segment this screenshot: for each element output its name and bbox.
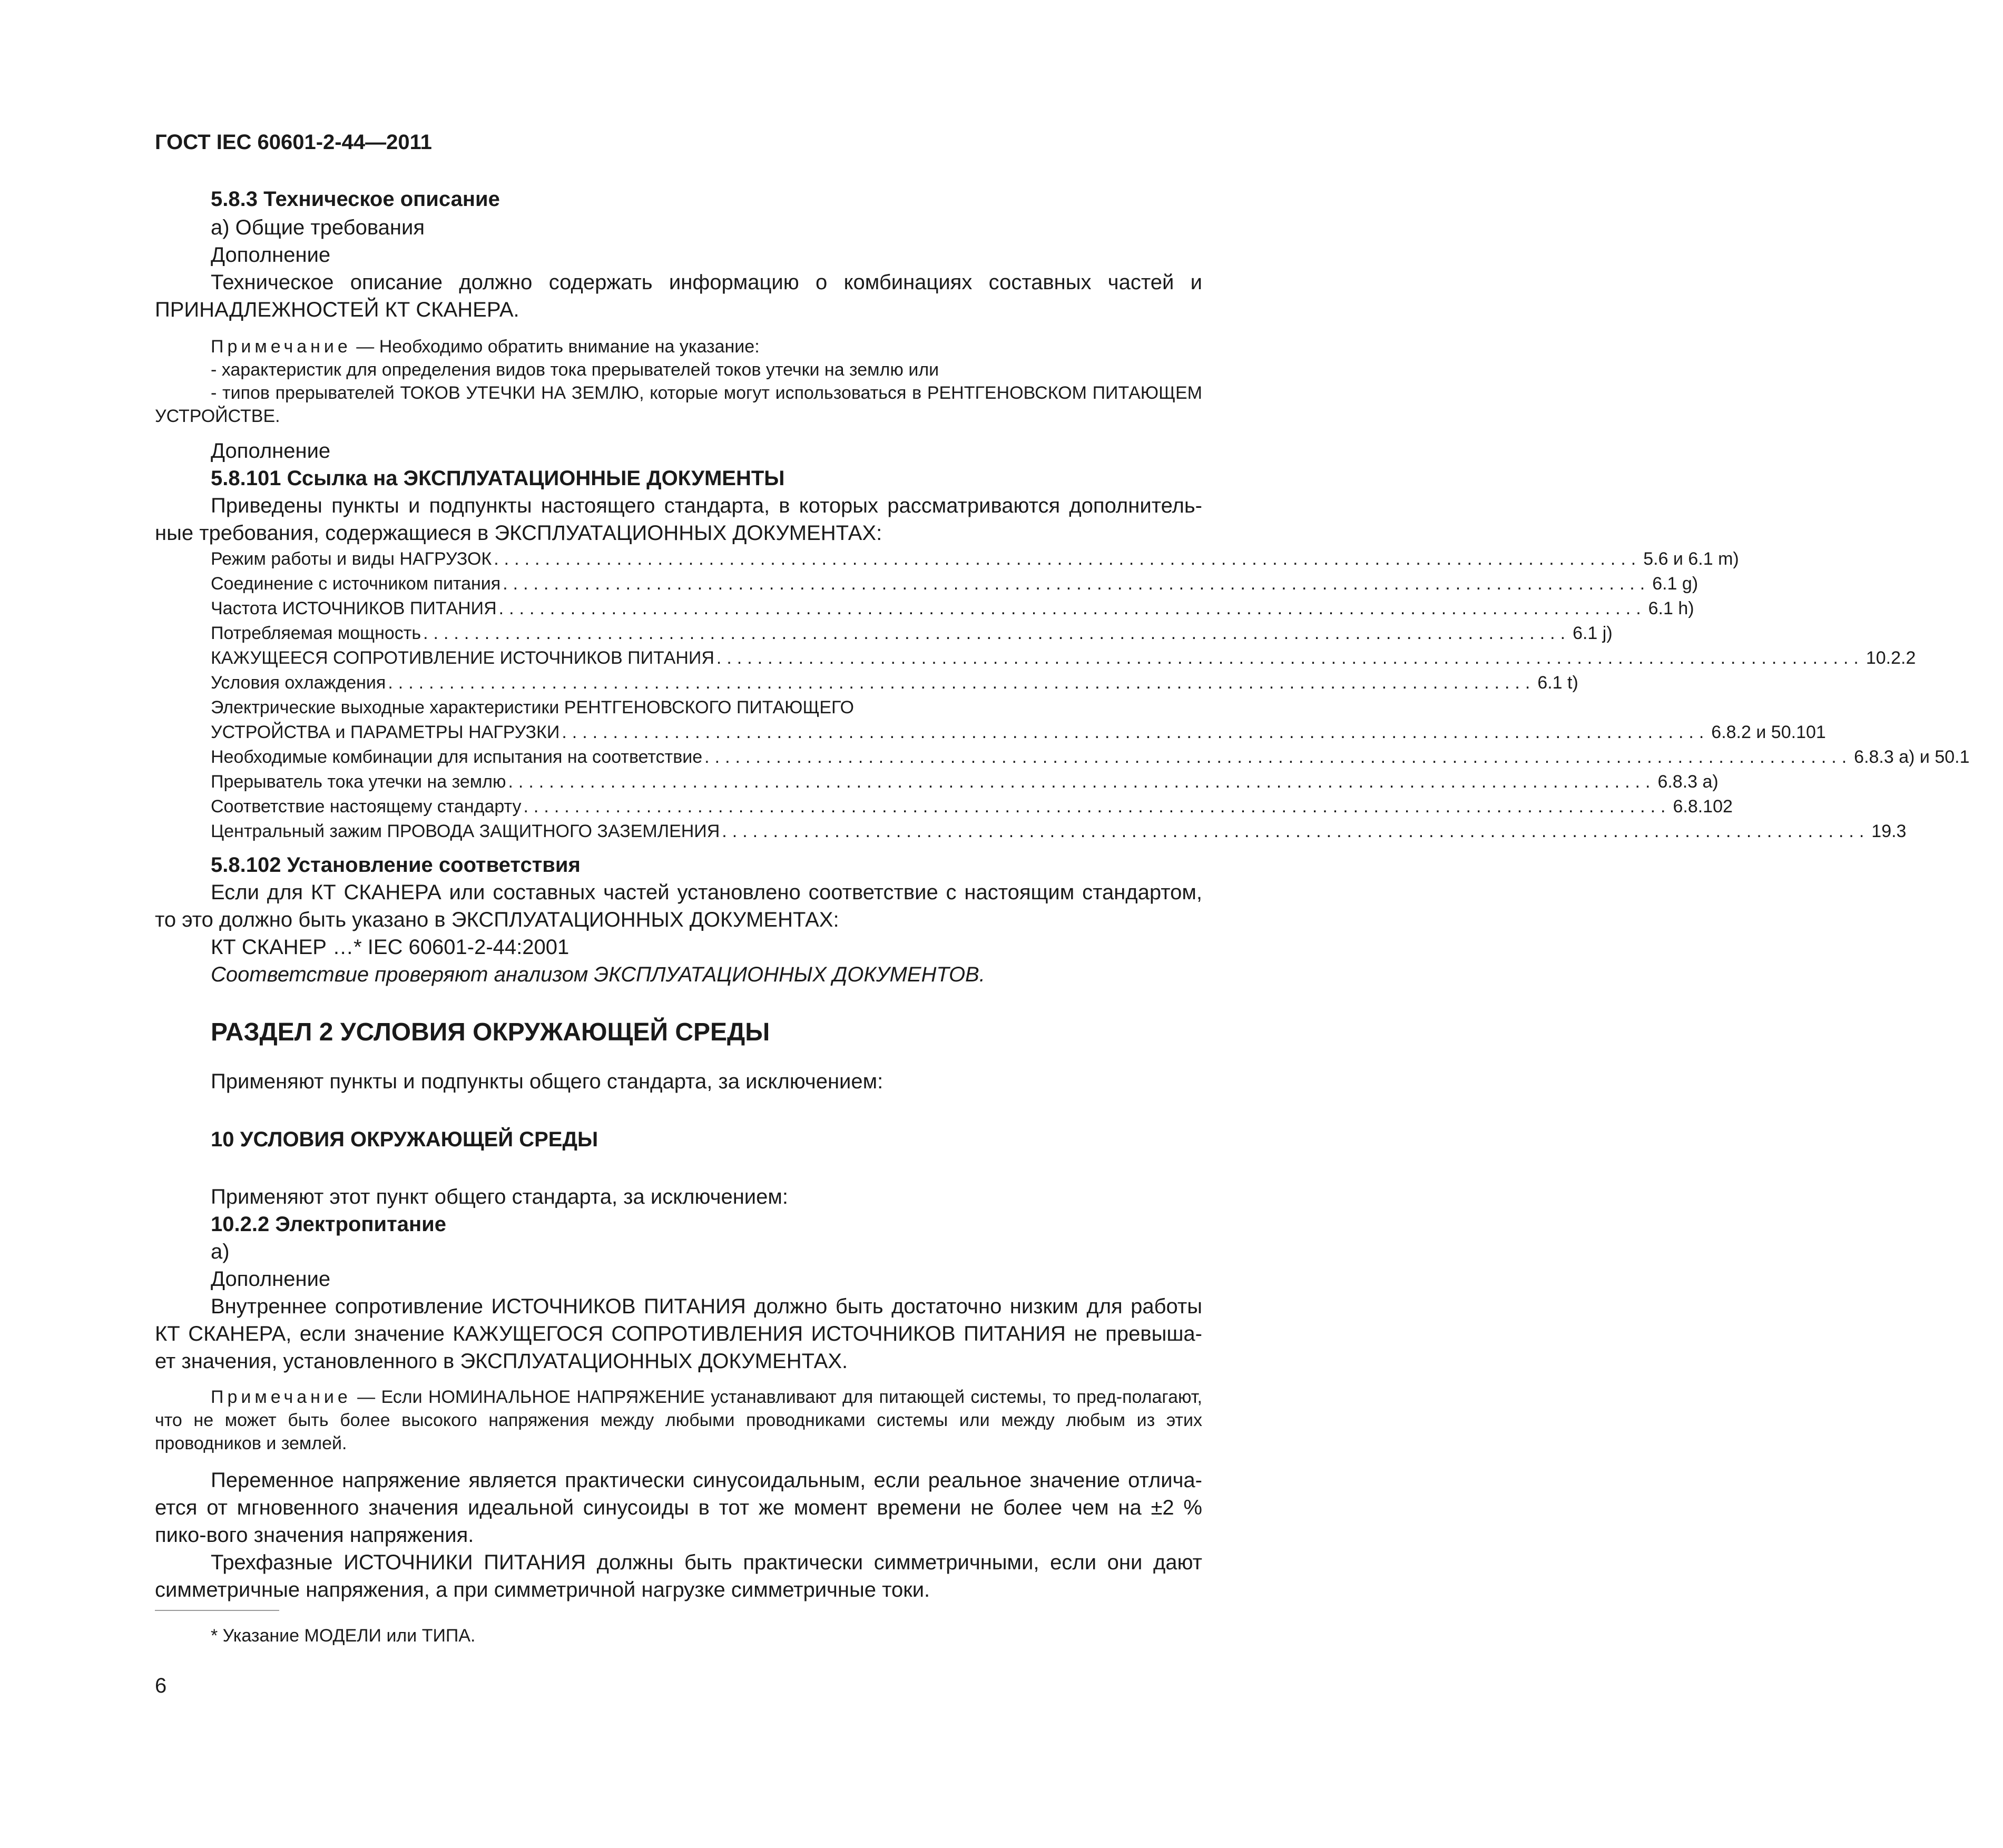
addition-label: Дополнение <box>211 439 331 463</box>
addition-label: Дополнение <box>211 1267 331 1291</box>
reference-clause: 6.1 h) <box>1648 598 1694 618</box>
reference-row <box>211 621 1613 646</box>
note-label: Примечание <box>211 1387 351 1407</box>
section-heading-5-8-101: 5.8.101 Ссылка на ЭКСПЛУАТАЦИОННЫЕ ДОКУМЕНТЫ <box>211 467 785 490</box>
page-body <box>155 185 1970 1604</box>
note-item: - типов прерывателей ТОКОВ УТЕЧКИ НА ЗЕМЛЮ, которые могут использоваться в РЕНТГЕНОВСКОМ ПИТАЮЩЕМ УСТРОЙСТВЕ. <box>155 383 1202 426</box>
leader-dots: ................................................................................................................ <box>423 623 1571 643</box>
reference-label: Центральный зажим ПРОВОДА ЗАЩИТНОГО ЗАЗЕМЛЕНИЯ <box>211 821 720 841</box>
reference-clause: 6.8.3 а) и 50.1 <box>1854 747 1970 767</box>
reference-clause: 6.8.2 и 50.101 <box>1711 722 1826 742</box>
section-heading-5-8-102: 5.8.102 Установление соответствия <box>211 853 581 877</box>
leader-dots: ................................................................................................................ <box>498 598 1646 618</box>
reference-list <box>155 547 1970 844</box>
paragraph-technical-description: Техническое описание должно содержать информацию о комбинациях составных частей и ПРИНАДЛЕЖНОСТЕЙ КТ СКАНЕРА. <box>155 271 1202 321</box>
item-a-general: а) Общие требования <box>211 216 425 239</box>
marking-example: КТ СКАНЕР …* IEC 60601-2-44:2001 <box>211 936 570 959</box>
leader-dots: ................................................................................................................ <box>508 772 1656 792</box>
reference-row <box>211 720 1826 745</box>
paragraph-references-intro: Приведены пункты и подпункты настоящего стандарта, в которых рассматриваются дополнитель-ные требования, содержащиеся в ЭКСПЛУАТАЦИОННЫХ ДОКУМЕНТАХ: <box>155 494 1202 545</box>
section-2-text: Применяют пункты и подпункты общего стандарта, за исключением: <box>211 1070 883 1093</box>
section-2-heading: РАЗДЕЛ 2 УСЛОВИЯ ОКРУЖАЮЩЕЙ СРЕДЫ <box>211 1018 770 1046</box>
leader-dots: ................................................................................................................ <box>562 722 1710 742</box>
reference-clause: 6.8.3 а) <box>1657 772 1719 792</box>
paragraph-three-phase: Трехфазные ИСТОЧНИКИ ПИТАНИЯ должны быть практически симметричными, если они дают симметричные напряжения, а при симметричной нагрузке симметричные токи. <box>155 1551 1202 1601</box>
note-text: — Необходимо обратить внимание на указание: <box>351 337 760 357</box>
note-5-8-3 <box>155 335 1202 358</box>
reference-clause: 6.1 t) <box>1537 673 1578 693</box>
reference-label: Необходимые комбинации для испытания на соответствие <box>211 747 703 767</box>
subclause-10-2-2-heading: 10.2.2 Электропитание <box>211 1213 446 1236</box>
reference-row <box>211 572 1698 596</box>
reference-label: Соответствие настоящему стандарту <box>211 797 522 817</box>
reference-row <box>211 745 1970 770</box>
reference-label: Соединение с источником питания <box>211 574 501 594</box>
leader-dots: ................................................................................................................ <box>523 797 1671 817</box>
reference-label: КАЖУЩЕЕСЯ СОПРОТИВЛЕНИЕ ИСТОЧНИКОВ ПИТАНИЯ <box>211 648 714 668</box>
reference-label: Режим работы и виды НАГРУЗОК <box>211 549 492 569</box>
reference-label-first-line: Электрические выходные характеристики РЕНТГЕНОВСКОГО ПИТАЮЩЕГО <box>211 697 854 717</box>
reference-clause: 6.1 j) <box>1573 623 1613 643</box>
page-number: 6 <box>155 1674 167 1697</box>
paragraph-internal-impedance: Внутреннее сопротивление ИСТОЧНИКОВ ПИТАНИЯ должно быть достаточно низким для работы КТ СКАНЕРА, если значение КАЖУЩЕГОСЯ СОПРОТИВЛЕНИЯ ИСТОЧНИКОВ ПИТАНИЯ не превыша-ет значения, установленного в ЭКСПЛУАТАЦИОННЫХ ДОКУМЕНТАХ. <box>155 1295 1202 1373</box>
page-header: ГОСТ IEC 60601-2-44—2011 <box>155 131 432 154</box>
clause-10-heading: 10 УСЛОВИЯ ОКРУЖАЮЩЕЙ СРЕДЫ <box>211 1128 598 1151</box>
reference-row <box>211 819 1907 844</box>
section-heading-5-8-3: 5.8.3 Техническое описание <box>211 188 500 211</box>
paragraph-sinusoidal: Переменное напряжение является практически синусоидальным, если реальное значение отлича-ется от мгновенного значения идеальной синусоиды в тот же момент времени не более чем на ±2 % пико-вого значения напряжения. <box>155 1469 1202 1547</box>
reference-clause: 6.1 g) <box>1652 574 1698 594</box>
clause-10-text: Применяют этот пункт общего стандарта, за исключением: <box>211 1185 788 1208</box>
leader-dots: ................................................................................................................ <box>494 549 1642 569</box>
reference-row <box>211 547 1739 572</box>
reference-row <box>211 596 1694 621</box>
addition-label: Дополнение <box>211 243 331 267</box>
leader-dots: ................................................................................................................ <box>503 574 1651 594</box>
reference-clause: 5.6 и 6.1 m) <box>1643 549 1739 569</box>
leader-dots: ................................................................................................................ <box>722 821 1870 841</box>
note-label: Примечание <box>211 337 351 357</box>
leader-dots: ................................................................................................................ <box>388 673 1536 693</box>
leader-dots: ................................................................................................................ <box>704 747 1852 767</box>
paragraph-conformity: Если для КТ СКАНЕРА или составных частей установлено соответствие с настоящим стандартом, то это должно быть указано в ЭКСПЛУАТАЦИОННЫХ ДОКУМЕНТАХ: <box>155 881 1202 931</box>
reference-clause: 19.3 <box>1871 821 1907 841</box>
footnote-separator <box>155 1610 279 1611</box>
note-10-2-2 <box>155 1385 1202 1455</box>
reference-label: Частота ИСТОЧНИКОВ ПИТАНИЯ <box>211 598 497 618</box>
reference-row <box>211 794 1733 819</box>
reference-label: Потребляемая мощность <box>211 623 421 643</box>
reference-row <box>211 646 1916 671</box>
reference-label: Условия охлаждения <box>211 673 386 693</box>
reference-row <box>211 671 1578 695</box>
leader-dots: ................................................................................................................ <box>716 648 1864 668</box>
reference-clause: 6.8.102 <box>1673 797 1733 817</box>
note-item: - характеристик для определения видов тока прерывателей токов утечки на землю или <box>211 360 939 380</box>
reference-row <box>211 770 1719 794</box>
reference-label: Прерыватель тока утечки на землю <box>211 772 506 792</box>
compliance-check: Соответствие проверяют анализом ЭКСПЛУАТАЦИОННЫХ ДОКУМЕНТОВ. <box>211 963 985 986</box>
reference-label: УСТРОЙСТВА и ПАРАМЕТРЫ НАГРУЗКИ <box>211 722 560 742</box>
footnote: * Указание МОДЕЛИ или ТИПА. <box>211 1626 476 1646</box>
note-text: — Если НОМИНАЛЬНОЕ НАПРЯЖЕНИЕ устанавливают для питающей системы, то пред-полагают, что не может быть более высокого напряжения между любыми проводниками системы или между любым из этих проводников и землей. <box>155 1387 1202 1453</box>
reference-clause: 10.2.2 <box>1865 648 1916 668</box>
item-a: а) <box>211 1240 230 1263</box>
